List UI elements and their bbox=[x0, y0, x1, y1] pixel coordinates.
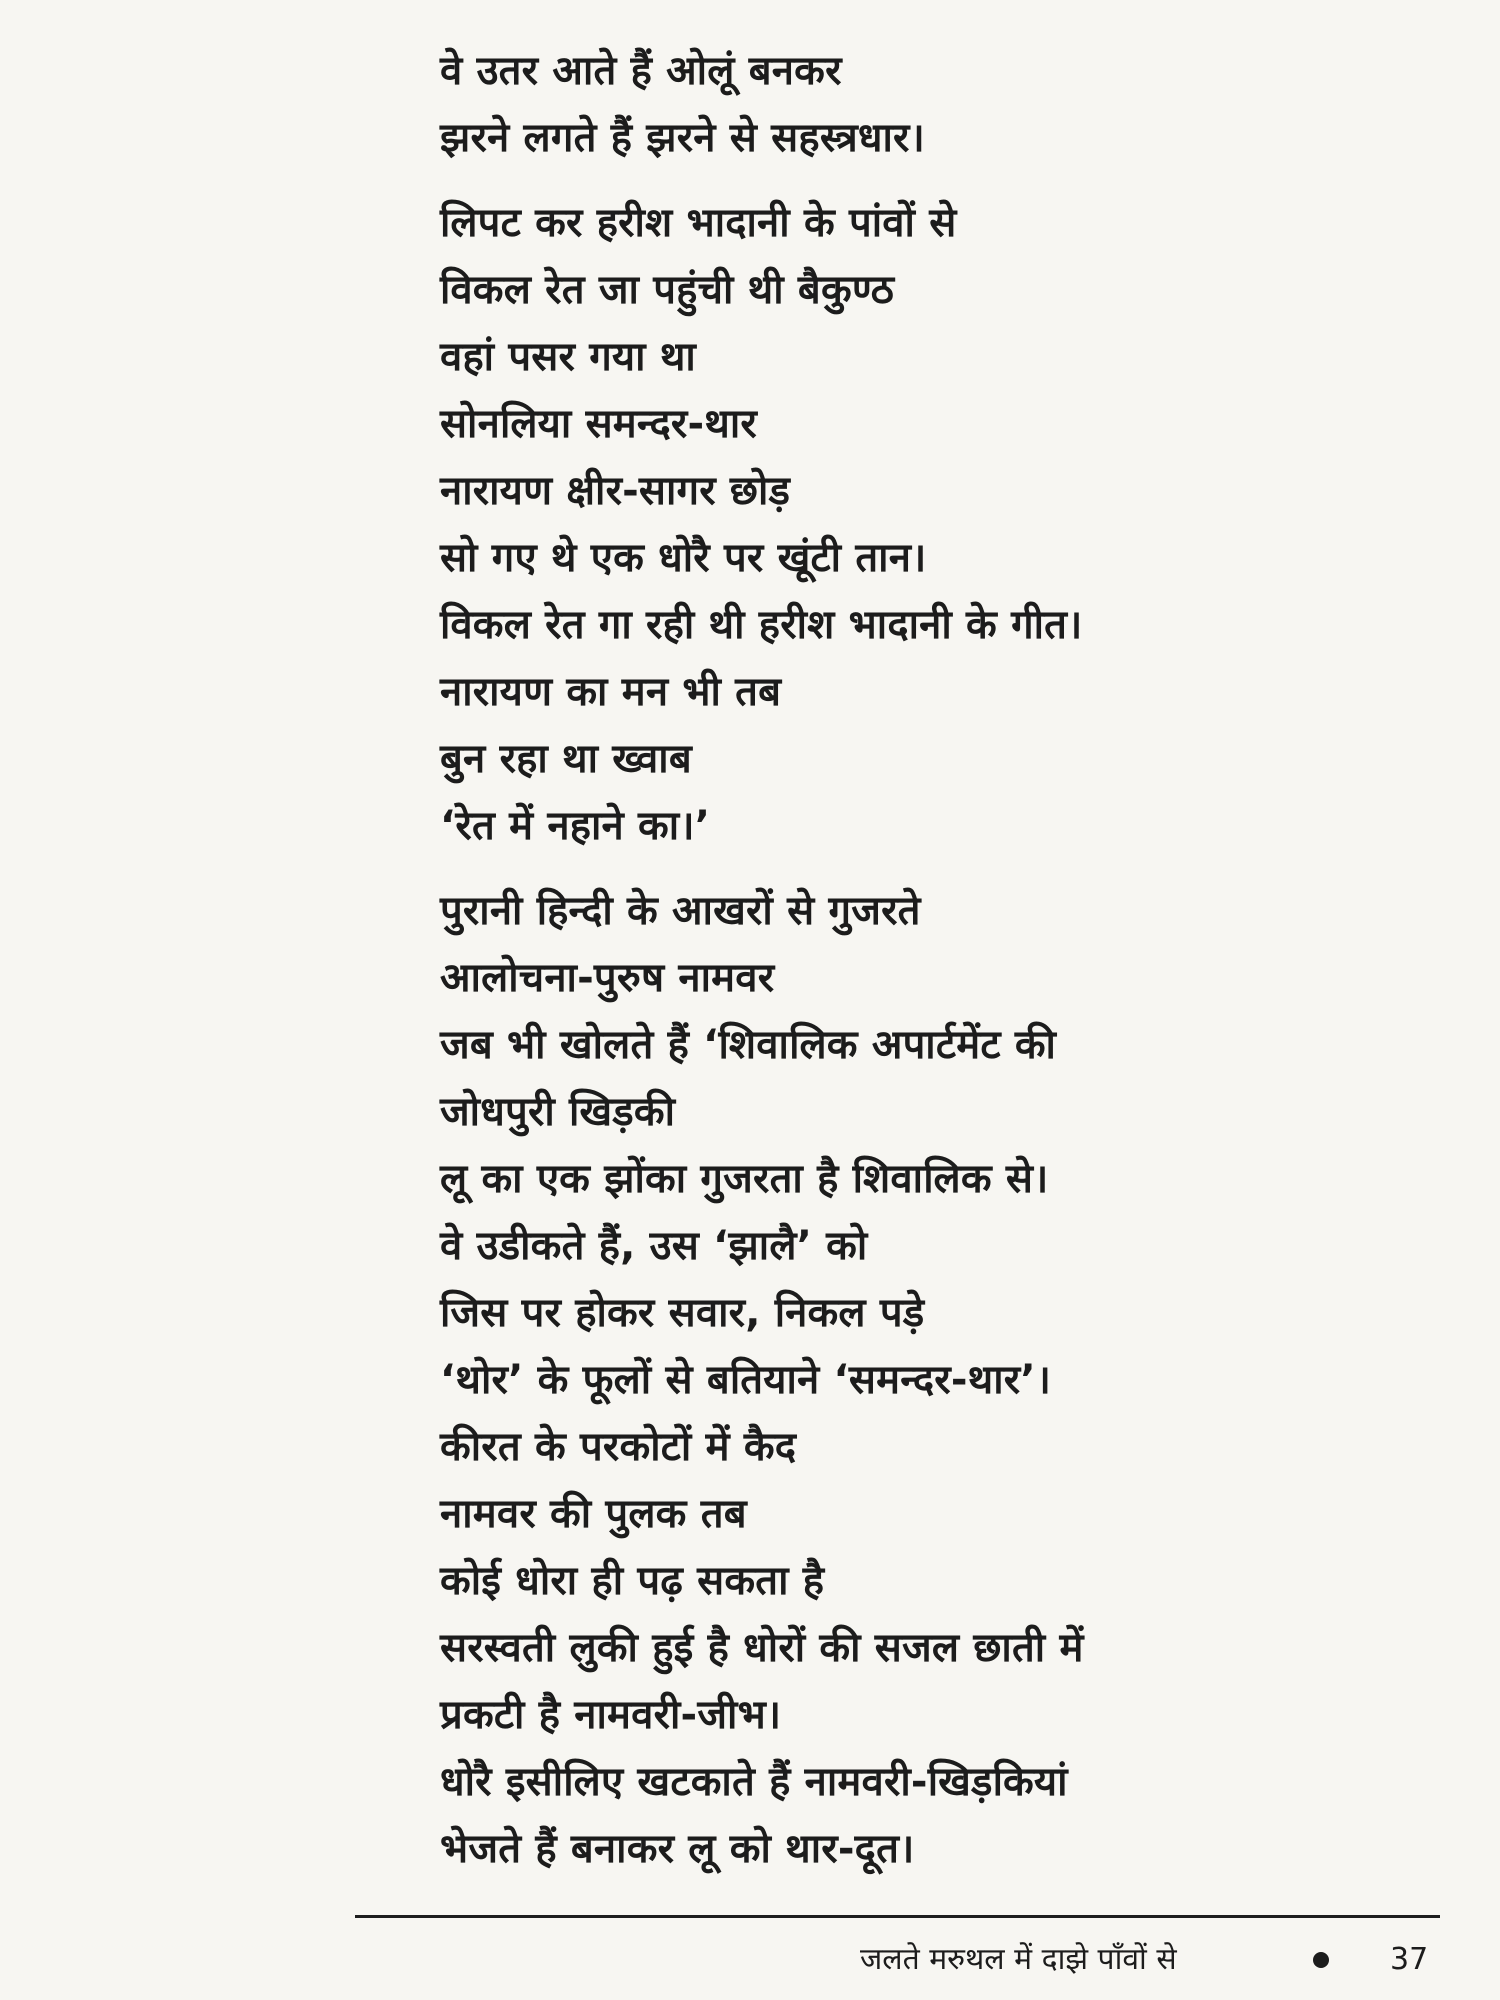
poem-line: कोई धोरा ही पढ़ सकता है bbox=[440, 1558, 825, 1604]
poem-line: विकल रेत जा पहुंची थी बैकुण्ठ bbox=[440, 267, 895, 313]
poem-line: नामवर की पुलक तब bbox=[440, 1491, 747, 1537]
poem-line: जोधपुरी खिड़की bbox=[440, 1089, 676, 1135]
poem-line: धोरै इसीलिए खटकाते हैं नामवरी-खिड़कियां bbox=[440, 1759, 1068, 1805]
poem-line: बुन रहा था ख्वाब bbox=[440, 736, 692, 782]
poem-line: आलोचना-पुरुष नामवर bbox=[440, 955, 775, 1001]
poem-line: भेजते हैं बनाकर लू को थार-दूत। bbox=[440, 1826, 915, 1872]
poem-line: प्रकटी है नामवरी-जीभ। bbox=[440, 1692, 782, 1738]
bullet-icon bbox=[1313, 1952, 1329, 1968]
poem-line: विकल रेत गा रही थी हरीश भादानी के गीत। bbox=[440, 602, 1083, 648]
poem-line: लू का एक झोंका गुजरता है शिवालिक से। bbox=[440, 1156, 1049, 1202]
poem-line: ‘थोर’ के फूलों से बतियाने ‘समन्दर-थार’। bbox=[440, 1357, 1052, 1403]
poem-line: झरने लगते हैं झरने से सहस्त्रधार। bbox=[440, 115, 925, 161]
poem-line: जब भी खोलते हैं ‘शिवालिक अपार्टमेंट की bbox=[440, 1022, 1057, 1068]
poem-line: सरस्वती लुकी हुई है धोरों की सजल छाती में bbox=[440, 1625, 1084, 1671]
poem-body bbox=[440, 38, 1440, 1883]
poem-line: नारायण का मन भी तब bbox=[440, 669, 782, 715]
poem-line: वे उडीकते हैं, उस ‘झालै’ को bbox=[440, 1223, 868, 1269]
stanza-3 bbox=[440, 878, 1440, 1883]
poem-line: जिस पर होकर सवार, निकल पड़े bbox=[440, 1290, 925, 1336]
page-number: 37 bbox=[1390, 1942, 1429, 1977]
running-footer-title: जलते मरुथल में दाझे पाँवों से bbox=[860, 1942, 1177, 1977]
poem-line: लिपट कर हरीश भादानी के पांवों से bbox=[440, 200, 957, 246]
poem-line: पुरानी हिन्दी के आखरों से गुजरते bbox=[440, 888, 921, 934]
poem-line: वहां पसर गया था bbox=[440, 334, 696, 380]
poem-line: वे उतर आते हैं ओलूं बनकर bbox=[440, 48, 842, 94]
poem-line: ‘रेत में नहाने का।’ bbox=[440, 803, 711, 849]
poem-line: सो गए थे एक धोरै पर खूंटी तान। bbox=[440, 535, 927, 581]
stanza-2 bbox=[440, 190, 1440, 860]
poem-line: नारायण क्षीर-सागर छोड़ bbox=[440, 468, 791, 514]
poem-line: कीरत के परकोटों में कैद bbox=[440, 1424, 797, 1470]
footer-divider bbox=[355, 1915, 1440, 1918]
stanza-1 bbox=[440, 38, 1440, 172]
poem-line: सोनलिया समन्दर-थार bbox=[440, 401, 757, 447]
